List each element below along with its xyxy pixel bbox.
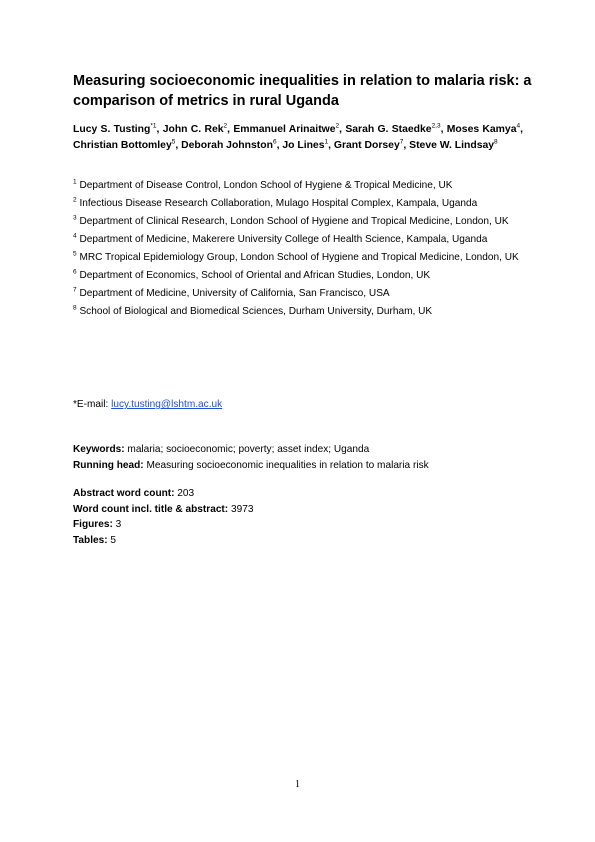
affiliation-text: School of Biological and Biomedical Sciences, Durham University, Durham, UK [79,306,433,317]
affiliation-item [73,287,523,300]
count-label: Tables: [73,534,108,546]
affiliation-item [73,251,523,264]
author-separator: , [227,124,234,135]
author-affiliation-marker: 2 [335,122,340,130]
author-separator: , [403,140,410,152]
author-name: Emmanuel Arinaitwe [233,124,336,135]
author-separator: , [276,140,283,152]
author-name: Deborah Johnston [181,140,273,152]
running-head-label: Running head: [73,459,144,471]
paper-title: Measuring socioeconomic inequalities in relation to malaria risk: a comparison of metrics in rural Uganda [73,73,532,109]
author-affiliation-marker: 7 [399,138,404,146]
author-separator: , [328,140,334,152]
author-name: Grant Dorsey [333,140,400,152]
affiliation-text: Department of Economics, School of Oriental and African Studies, London, UK [79,270,431,281]
affiliation-item [73,179,523,192]
page-number: 1 [295,779,300,790]
affiliation-item [73,269,523,282]
count-label: Abstract word count: [73,488,175,499]
author-separator: , [440,124,447,135]
keywords-block [73,442,429,473]
author-affiliation-marker: 2,3 [431,122,441,130]
affiliation-text: Department of Disease Control, London School of Hygiene & Tropical Medicine, UK [79,180,453,191]
author-affiliation-marker: 8 [494,138,498,146]
keywords-line [73,442,429,458]
keywords-value: malaria; socioeconomic; poverty; asset index; Uganda [124,444,370,455]
affiliation-number: 6 [73,268,77,276]
affiliation-number: 3 [73,214,77,222]
author-name: Christian Bottomley [73,140,172,152]
count-value: 3 [112,519,122,530]
email-link[interactable]: lucy.tusting@lshtm.ac.uk [111,399,223,410]
author-name: Steve W. Lindsay [409,140,495,152]
affiliation-number: 5 [73,250,77,258]
affiliation-number: 2 [73,196,77,204]
count-line [73,486,253,502]
count-line [73,517,253,533]
affiliation-text: Department of Clinical Research, London School of Hygiene and Tropical Medicine, London, UK [79,216,509,227]
affiliation-list [73,179,523,323]
count-label: Word count incl. title & abstract: [73,503,229,515]
affiliation-item [73,305,523,318]
count-label: Figures: [73,519,113,530]
author-separator: , [156,124,163,135]
author-separator: , [520,124,523,135]
author-name: John C. Rek [162,124,224,135]
author-list [73,122,523,154]
affiliation-text: Department of Medicine, Makerere University College of Health Science, Kampala, Uganda [79,234,488,245]
affiliation-item [73,233,523,246]
correspondence-email [73,398,222,412]
email-label: *E-mail: [73,399,112,410]
count-value: 203 [174,488,195,499]
affiliation-number: 1 [73,178,77,186]
author-name: Jo Lines [282,140,325,152]
affiliation-number: 4 [73,232,77,240]
affiliation-number: 7 [73,286,77,294]
count-line [73,533,253,549]
affiliation-item [73,215,523,228]
author-affiliation-marker: 1 [324,138,329,146]
author-separator: , [339,124,346,135]
affiliation-item [73,197,523,210]
keywords-label: Keywords: [73,444,125,455]
author-name: Moses Kamya [446,124,517,135]
affiliation-number: 8 [73,304,77,312]
author-separator: , [175,140,182,152]
author-affiliation-marker: *1 [150,122,157,130]
author-affiliation-marker: 4 [516,122,521,130]
affiliation-text: Infectious Disease Research Collaboration, Mulago Hospital Complex, Kampala, Uganda [79,198,478,209]
affiliation-text: Department of Medicine, University of California, San Francisco, USA [79,288,390,299]
running-head-value: Measuring socioeconomic inequalities in relation to malaria risk [143,459,429,471]
author-name: Sarah G. Staedke [345,124,432,135]
affiliation-text: MRC Tropical Epidemiology Group, London School of Hygiene and Tropical Medicine, London, UK [79,252,519,263]
author-affiliation-marker: 2 [223,122,228,130]
count-value: 3973 [228,503,254,515]
running-head-line [73,458,429,474]
author-name: Lucy S. Tusting [73,124,151,135]
word-counts-block [73,486,253,548]
author-affiliation-marker: 6 [272,138,277,146]
count-line [73,502,253,518]
count-value: 5 [107,534,117,546]
author-affiliation-marker: 5 [171,138,176,146]
